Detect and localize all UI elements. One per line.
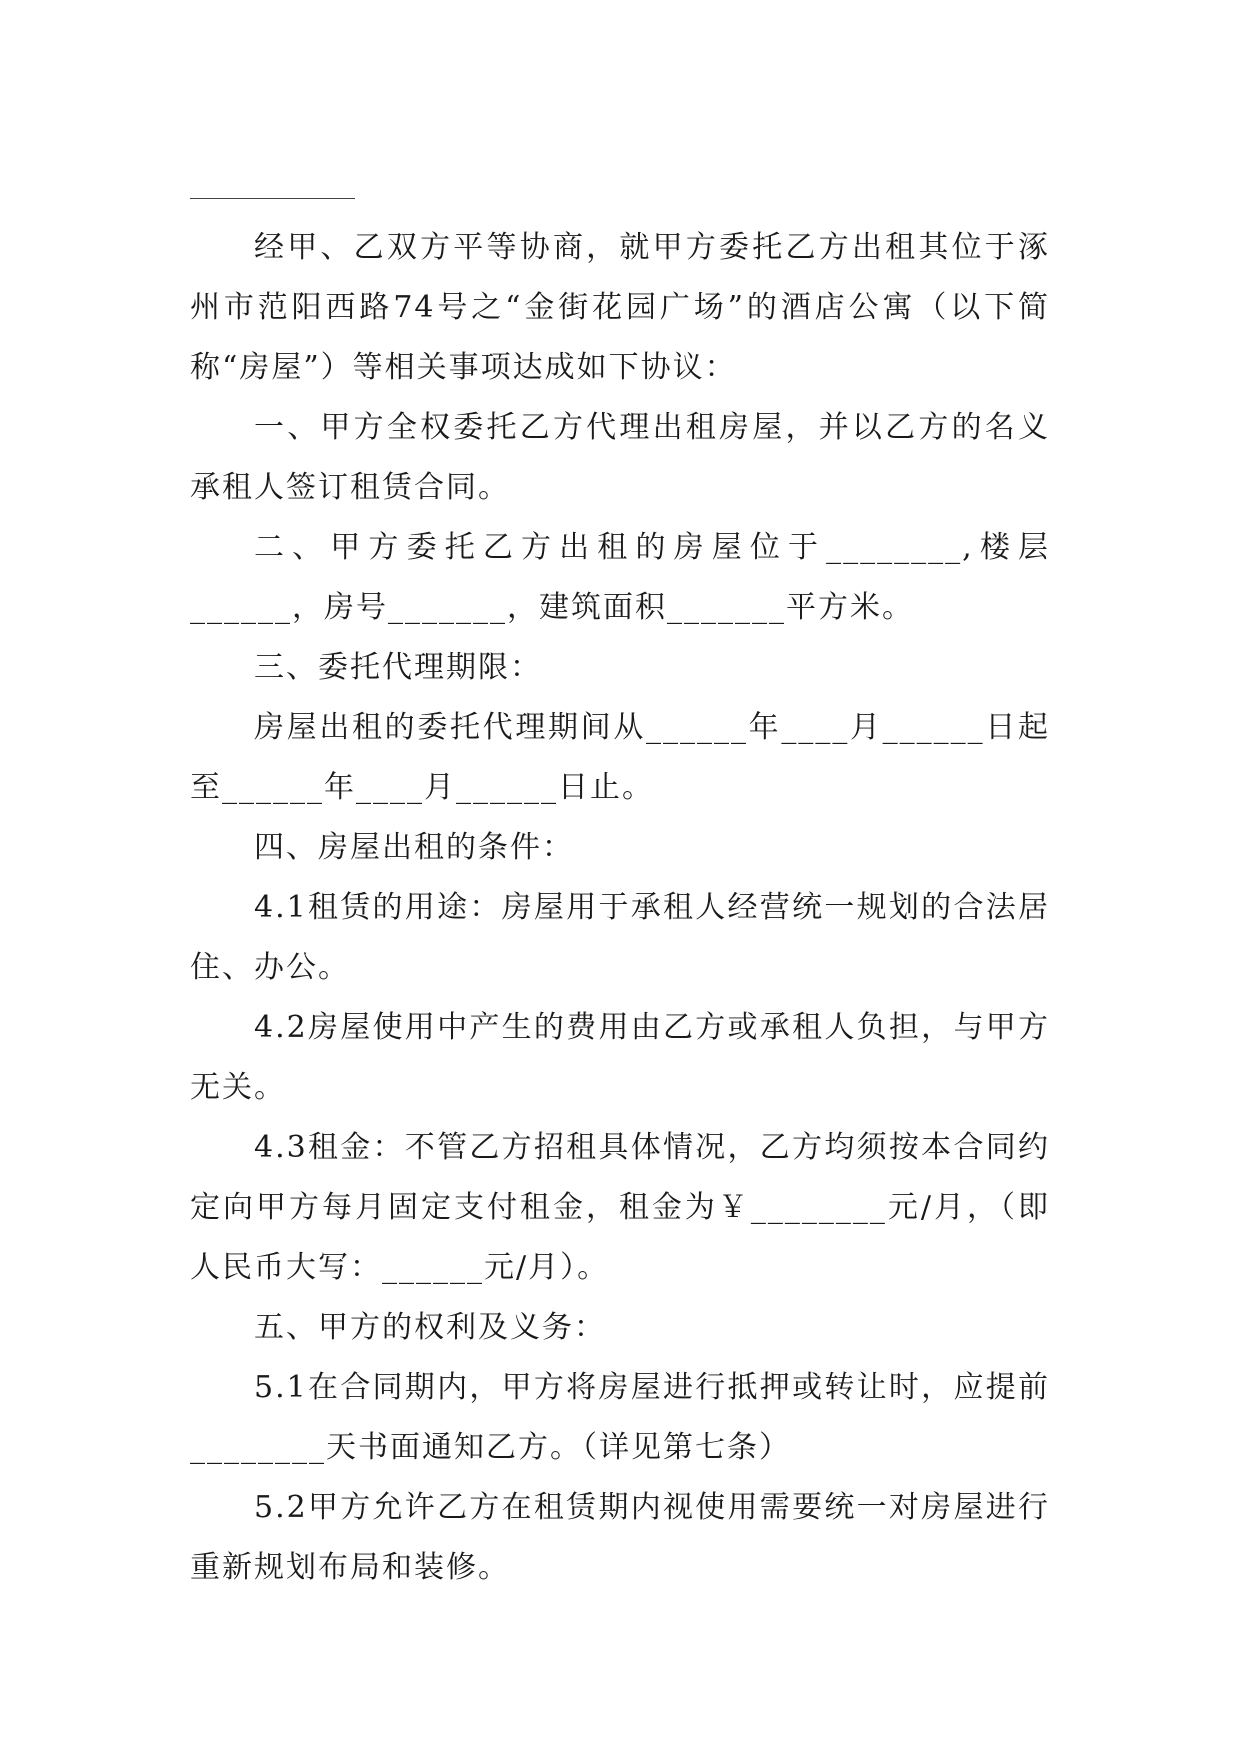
paragraph-5-1: 5.1在合同期内，甲方将房屋进行抵押或转让时，应提前________天书面通知乙方。（详见第七条） bbox=[190, 1370, 1050, 1465]
heading-clause-3: 三、委托代理期限： bbox=[254, 650, 542, 685]
heading-clause-4: 四、房屋出租的条件： bbox=[254, 830, 574, 865]
heading-clause-5: 五、甲方的权利及义务： bbox=[254, 1310, 606, 1345]
top-underline-rule bbox=[190, 198, 355, 199]
document-body bbox=[190, 218, 1050, 1598]
paragraph-clause-1: 一、甲方全权委托乙方代理出租房屋，并以乙方的名义承租人签订租赁合同。 bbox=[190, 410, 1050, 505]
paragraph-4-1: 4.1租赁的用途：房屋用于承租人经营统一规划的合法居住、办公。 bbox=[190, 890, 1050, 985]
paragraph-4-2: 4.2房屋使用中产生的费用由乙方或承租人负担，与甲方无关。 bbox=[190, 1010, 1050, 1105]
paragraph-preamble: 经甲、乙双方平等协商，就甲方委托乙方出租其位于涿州市范阳西路74号之“金街花园广场”的酒店公寓（以下简称“房屋”）等相关事项达成如下协议： bbox=[190, 230, 1050, 385]
paragraph-clause-2: 二、甲方委托乙方出租的房屋位于________,楼层______，房号_______，建筑面积_______平方米。 bbox=[190, 530, 1050, 625]
paragraph-4-3: 4.3租金：不管乙方招租具体情况，乙方均须按本合同约定向甲方每月固定支付租金，租金为￥________元/月，（即人民币大写：______元/月）。 bbox=[190, 1130, 1050, 1285]
paragraph-5-2: 5.2甲方允许乙方在租赁期内视使用需要统一对房屋进行重新规划布局和装修。 bbox=[190, 1490, 1050, 1585]
paragraph-term-period: 房屋出租的委托代理期间从______年____月______日起至______年____月______日止。 bbox=[190, 710, 1050, 805]
